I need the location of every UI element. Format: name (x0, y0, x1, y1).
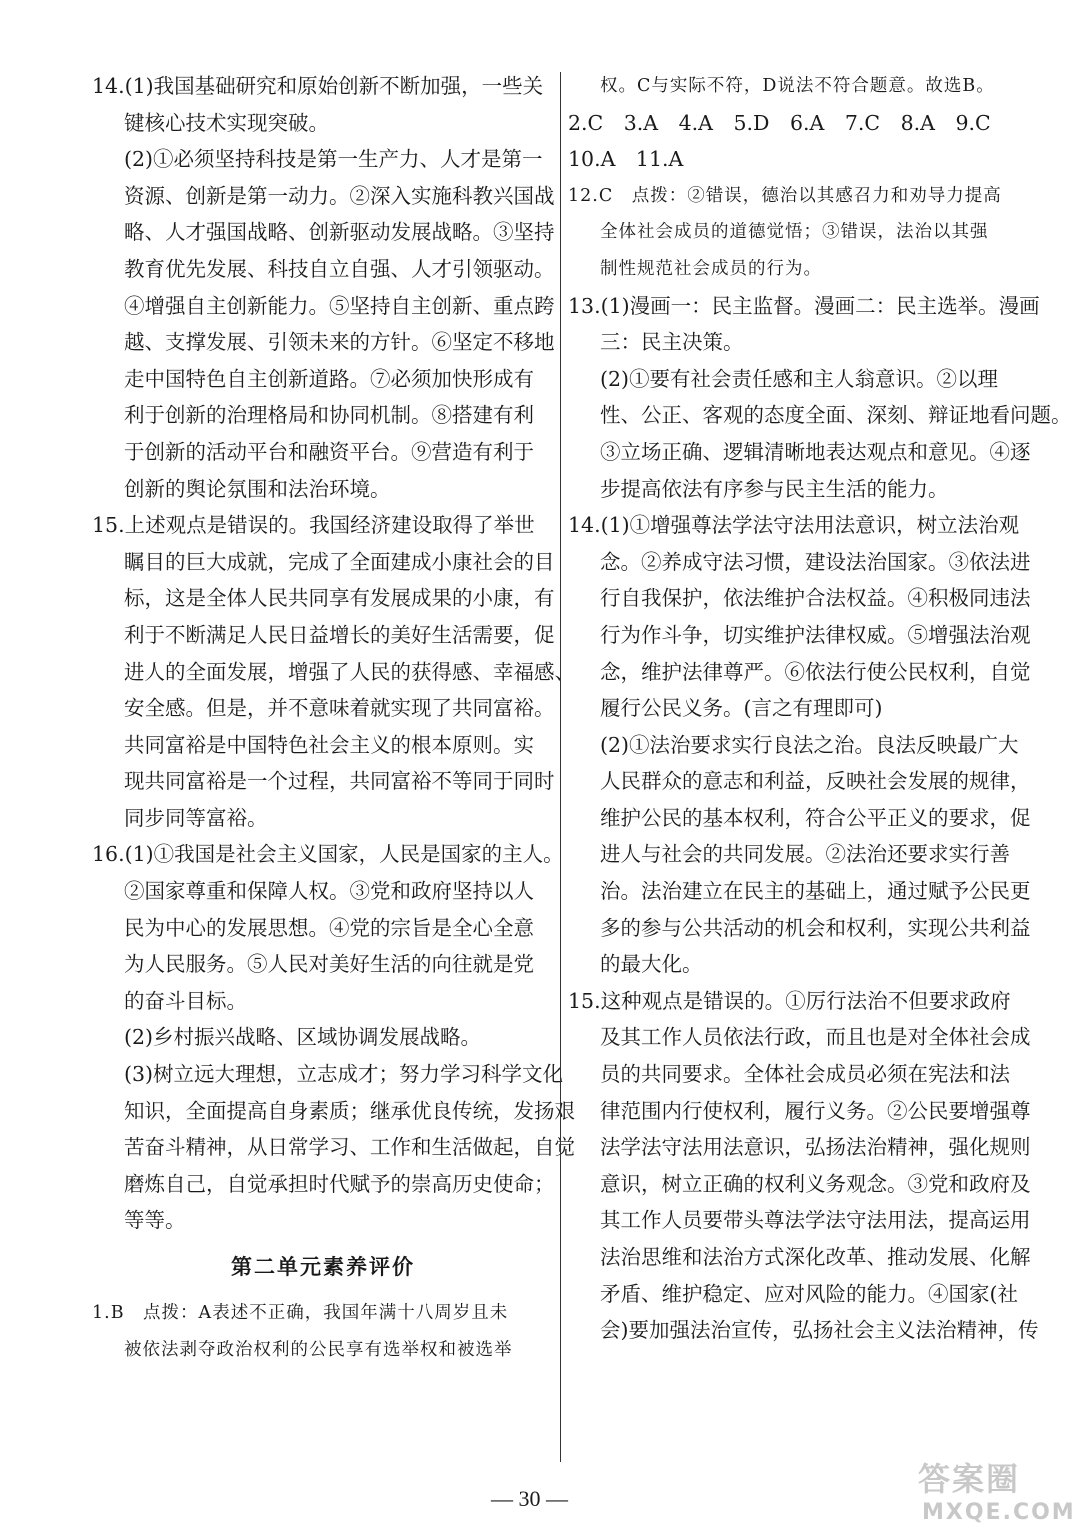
text-line: 制性规范社会成员的行为。 (600, 258, 822, 279)
text-line: 念，维护法律尊严。⑥依法行使公民权利，自觉 (600, 659, 1031, 684)
text-line: 14.(1)①增强尊法学法守法用法意识，树立法治观 (568, 513, 1020, 538)
text-line: 法治思维和法治方式深化改革、推动发展、化解 (600, 1245, 1031, 1269)
text-line: 瞩目的巨大成就，完成了全面建成小康社会的目 (124, 549, 555, 574)
text-line: 15.这种观点是错误的。①厉行法治不但要求政府 (568, 988, 1011, 1013)
text-line: 行为作斗争，切实维护法律权威。⑤增强法治观 (600, 622, 1031, 647)
text-line: 的奋斗目标。 (124, 988, 247, 1013)
text-line: 同步同等富裕。 (124, 805, 268, 830)
text-line: 步提高依法有序参与民主生活的能力。 (600, 476, 949, 501)
text-line: 现共同富裕是一个过程，共同富裕不等同于同时 (124, 769, 555, 794)
text-line: ③立场正确、逻辑清晰地表达观点和意见。④逐 (600, 439, 1031, 464)
text-line: 行自我保护，依法维护合法权益。④积极同违法 (600, 586, 1031, 611)
text-line: 为人民服务。⑤人民对美好生活的向往就是党 (124, 952, 534, 977)
text-line: ②国家尊重和保障人权。③党和政府坚持以人 (124, 879, 534, 904)
right-column (568, 68, 1072, 1349)
text-line: 律范围内行使权利，履行义务。②公民要增强尊 (600, 1098, 1031, 1123)
text-line: 意识，树立正确的权利义务观念。③党和政府及 (600, 1171, 1031, 1196)
text-line: 治。法治建立在民主的基础上，通过赋予公民更 (600, 879, 1031, 904)
text-line: 利于不断满足人民日益增长的美好生活需要，促 (124, 622, 555, 647)
column-divider (560, 72, 561, 1462)
text-line: 10.A 11.A (568, 147, 684, 172)
text-line: 员的共同要求。全体社会成员必须在宪法和法 (600, 1062, 1010, 1087)
text-line: 其工作人员要带头尊法学法守法用法，提高运用 (600, 1208, 1031, 1233)
text-line: 磨炼自己，自觉承担时代赋予的崇高历史使命； (124, 1171, 555, 1196)
text-line: (2)①法治要求实行良法之治。良法反映最广大 (600, 732, 1019, 757)
text-line: 15.上述观点是错误的。我国经济建设取得了举世 (92, 513, 535, 538)
text-line: 法学法守法用法意识，弘扬法治精神，强化规则 (600, 1135, 1031, 1160)
text-line: 全体社会成员的道德觉悟；③错误，法治以其强 (600, 222, 989, 243)
text-line: 12.C 点拨：②错误，德治以其感召力和劝导力提高 (568, 185, 1002, 206)
text-line: 14.(1)我国基础研究和原始创新不断加强，一些关 (92, 74, 544, 98)
text-line: 键核心技术实现突破。 (124, 110, 329, 135)
text-line: 安全感。但是，并不意味着就实现了共同富裕。 (124, 696, 555, 721)
page-number: — 30 — (491, 1486, 568, 1511)
text-line: 于创新的活动平台和融资平台。⑨营造有利于 (124, 439, 534, 464)
watermark-top: 答案圈 (918, 1460, 1021, 1498)
watermark-logo (918, 1454, 1076, 1530)
text-line: ④增强自主创新能力。⑤坚持自主创新、重点跨 (124, 293, 555, 318)
text-line: 人民群众的意志和利益，反映社会发展的规律， (600, 769, 1031, 794)
left-column (92, 68, 575, 1368)
text-line: 会)要加强法治宣传，弘扬社会主义法治精神，传 (600, 1318, 1039, 1343)
text-line: 民为中心的发展思想。④党的宗旨是全心全意 (124, 915, 534, 940)
text-line: 被依法剥夺政治权利的公民享有选举权和被选举 (124, 1339, 513, 1360)
text-line: 及其工作人员依法行政，而且也是对全体社会成 (600, 1025, 1031, 1050)
text-line: 念。②养成守法习惯，建设法治国家。③依法进 (600, 549, 1031, 574)
text-line: 三：民主决策。 (600, 330, 744, 355)
text-line: 权。C与实际不符，D说法不符合题意。故选B。 (600, 76, 995, 96)
text-line: 教育优先发展、科技自立自强、人才引领驱动。 (124, 256, 555, 281)
text-line: 多的参与公共活动的机会和权利，实现公共利益 (600, 915, 1031, 940)
text-line: 等等。 (124, 1208, 186, 1233)
text-line: 性、公正、客观的态度全面、深刻、辩证地看问题。 (600, 403, 1072, 428)
text-line: 1.B 点拨：A表述不正确，我国年满十八周岁且未 (92, 1303, 509, 1323)
section-title: 第二单元素养评价 (231, 1255, 415, 1279)
text-line: 进人的全面发展，增强了人民的获得感、幸福感、 (124, 659, 575, 684)
text-line: 越、支撑发展、引领未来的方针。⑥坚定不移地 (124, 330, 555, 355)
text-line: 标，这是全体人民共同享有发展成果的小康，有 (124, 586, 555, 611)
text-line: 苦奋斗精神，从日常学习、工作和生活做起，自觉 (124, 1135, 575, 1160)
text-line: (2)①必须坚持科技是第一生产力、人才是第一 (124, 147, 543, 172)
text-line: 进人与社会的共同发展。②法治还要求实行善 (600, 842, 1010, 867)
text-line: (3)树立远大理想，立志成才；努力学习科学文化 (124, 1062, 564, 1087)
text-line: 知识，全面提高自身素质；继承优良传统，发扬艰 (124, 1098, 575, 1123)
text-line: 2.C 3.A 4.A 5.D 6.A 7.C 8.A 9.C (568, 110, 991, 135)
text-line: 利于创新的治理格局和协同机制。⑧搭建有利 (124, 403, 534, 428)
text-line: 13.(1)漫画一：民主监督。漫画二：民主选举。漫画 (568, 293, 1040, 318)
text-line: 走中国特色自主创新道路。⑦必须加快形成有 (124, 366, 534, 391)
text-line: 履行公民义务。(言之有理即可) (600, 696, 883, 721)
text-line: 维护公民的基本权利，符合公平正义的要求，促 (600, 805, 1031, 830)
text-line: 略、人才强国战略、创新驱动发展战略。③坚持 (124, 220, 555, 245)
text-line: 创新的舆论氛围和法治环境。 (124, 476, 391, 501)
text-line: 16.(1)①我国是社会主义国家，人民是国家的主人。 (92, 842, 564, 867)
watermark-bottom: MXQE.COM (922, 1500, 1076, 1525)
text-line: 资源、创新是第一动力。②深入实施科教兴国战 (124, 183, 555, 208)
text-line: 矛盾、维护稳定、应对风险的能力。④国家(社 (600, 1281, 1018, 1306)
text-line: (2)乡村振兴战略、区域协调发展战略。 (124, 1025, 482, 1050)
text-line: (2)①要有社会责任感和主人翁意识。②以理 (600, 366, 999, 391)
text-line: 的最大化。 (600, 952, 703, 977)
text-line: 共同富裕是中国特色社会主义的根本原则。实 (124, 732, 534, 757)
